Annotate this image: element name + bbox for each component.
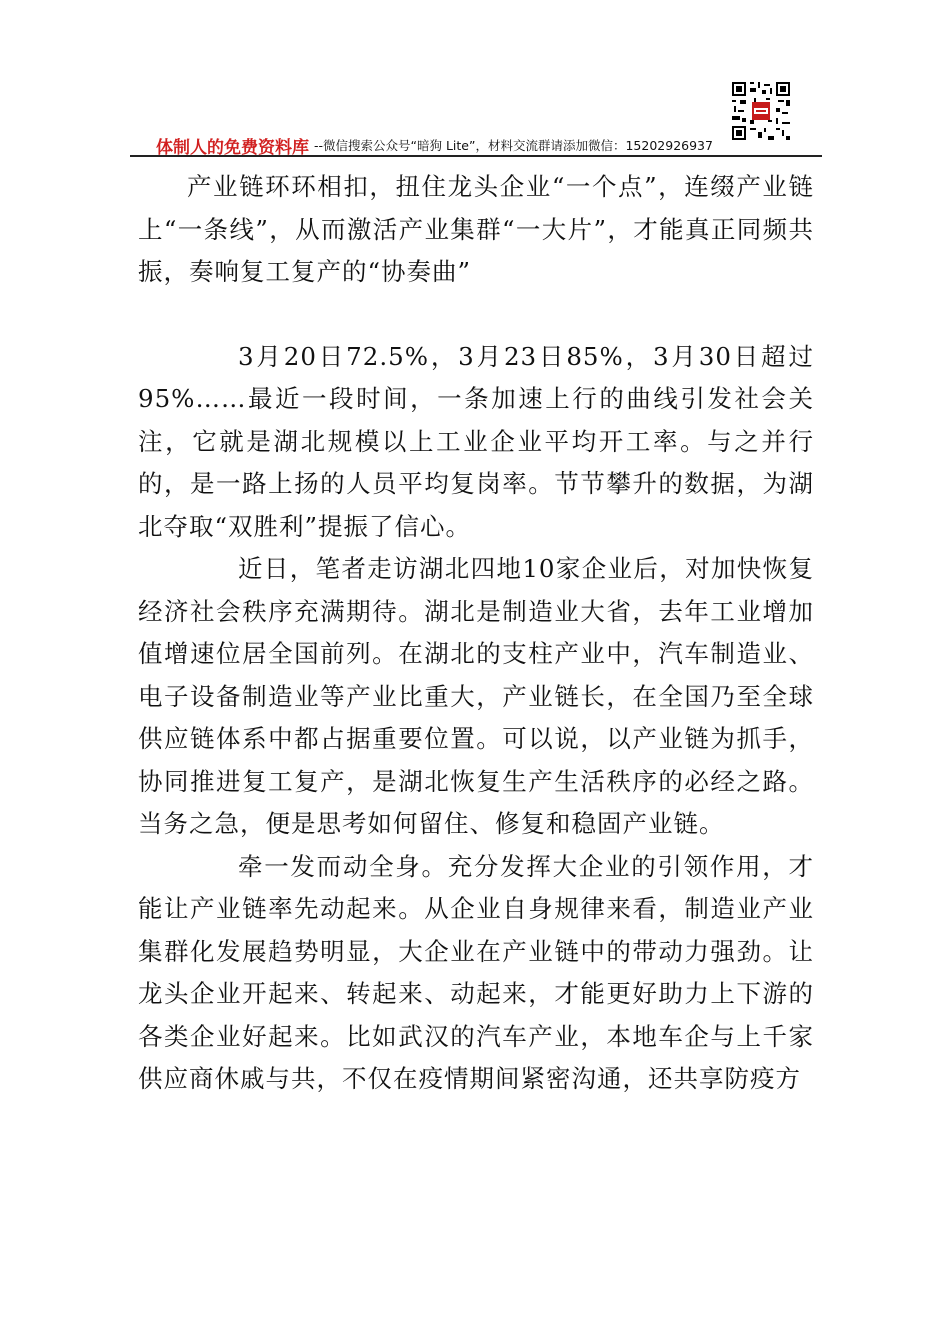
lead-paragraph: 产业链环环相扣，扭住龙头企业“一个点”，连缀产业链上“一条线”，从而激活产业集群“一大片”，才能真正同频共振，奏响复工复产的“协奏曲” (138, 172, 814, 286)
qr-code-icon (730, 80, 792, 142)
brand-title[interactable]: 体制人的免费资料库 (156, 138, 309, 158)
body-paragraph: 牵一发而动全身。充分发挥大企业的引领作用，才能让产业链率先动起来。从企业自身规律来看，制造业产业集群化发展趋势明显，大企业在产业链中的带动力强劲。让龙头企业开起来、转起来、动起来，才能更好助力上下游的各类企业好起来。比如武汉的汽车产业，本地车企与上千家供应商休戚与共，不仅在疫情期间紧密沟通，还共享防疫方 (138, 851, 814, 1093)
body-paragraph: 3月20日72.5%，3月23日85%，3月30日超过95%……最近一段时间，一条加速上行的曲线引发社会关注，它就是湖北规模以上工业企业平均开工率。与之并行的，是一路上扬的人员平均复岗率。节节攀升的数据，为湖北夺取“双胜利”提振了信心。 (138, 341, 814, 541)
article-body (138, 166, 814, 1101)
paragraph-gap (138, 294, 814, 336)
wechat-notice: --微信搜索公众号“暗狗 Lite”，材料交流群请添加微信：15202926937 (314, 138, 713, 153)
header-divider (130, 155, 822, 157)
body-paragraph: 近日，笔者走访湖北四地10家企业后，对加快恢复经济社会秩序充满期待。湖北是制造业大省，去年工业增加值增速位居全国前列。在湖北的支柱产业中，汽车制造业、电子设备制造业等产业比重大，产业链长，在全国乃至全球供应链体系中都占据重要位置。可以说，以产业链为抓手，协同推进复工复产，是湖北恢复生产生活秩序的必经之路。当务之急，便是思考如何留住、修复和稳固产业链。 (138, 554, 814, 838)
page-header (130, 0, 822, 158)
